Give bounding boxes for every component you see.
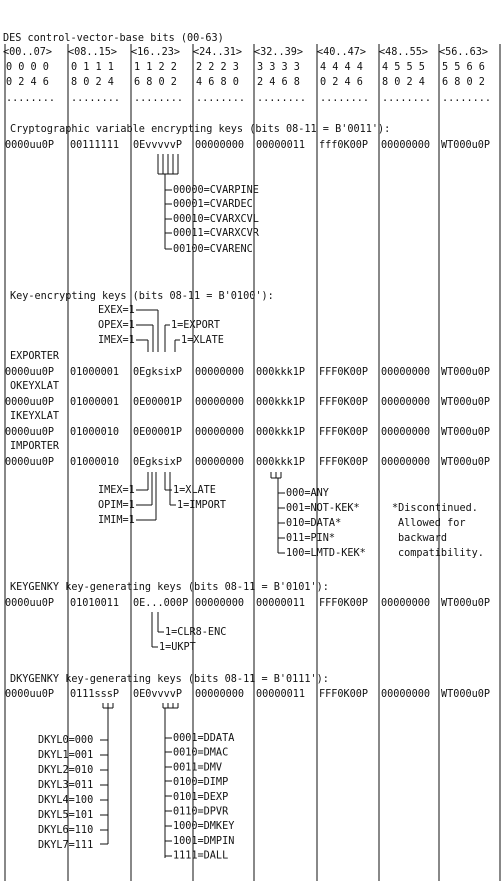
bit-dots: ........ <box>257 93 307 104</box>
bit-field: WT000u0P <box>441 689 491 700</box>
svg-text:IMEX=1: IMEX=1 <box>98 335 135 346</box>
bit-range-label: <08..15> <box>68 47 118 58</box>
bit-header <box>3 47 491 104</box>
bit-field: 0E00001P <box>133 427 183 438</box>
bit-tens-digits: 0 0 0 0 <box>6 62 49 73</box>
svg-text:010=DATA*: 010=DATA* <box>286 518 342 529</box>
bit-field: 01000001 <box>70 367 120 378</box>
bit-field: 000kkk1P <box>256 397 306 408</box>
key-type-name: IKEYXLAT <box>10 411 60 422</box>
svg-text:EXEX=1: EXEX=1 <box>98 305 135 316</box>
svg-text:backward: backward <box>398 533 448 544</box>
kek-flags-top <box>98 305 135 346</box>
bit-dots: ........ <box>320 93 370 104</box>
svg-text:00010=CVARXCVL: 00010=CVARXCVL <box>173 214 259 225</box>
bit-field: 01000001 <box>70 397 120 408</box>
svg-text:IMIM=1: IMIM=1 <box>98 515 135 526</box>
bit-field: 00000000 <box>195 598 245 609</box>
bit-field: 000kkk1P <box>256 457 306 468</box>
bit-field: 00000000 <box>381 397 431 408</box>
bit-field: FFF0K00P <box>319 689 369 700</box>
svg-text:1=CLR8-ENC: 1=CLR8-ENC <box>165 627 227 638</box>
bit-field: 00000000 <box>381 689 431 700</box>
bit-field: 01010011 <box>70 598 120 609</box>
bit-field: 00000000 <box>381 598 431 609</box>
bit-field: 00000000 <box>195 689 245 700</box>
bit-field: 0E00001P <box>133 397 183 408</box>
derivation-value: 0010=DMAC <box>173 747 229 759</box>
bit-range-label: <32..39> <box>254 47 304 58</box>
bit-field: 00111111 <box>70 140 120 151</box>
bit-field: 00000000 <box>381 367 431 378</box>
dkyl-value: DKYL5=101 <box>38 810 94 821</box>
cve-row <box>5 140 490 151</box>
bit-field: FFF0K00P <box>319 427 369 438</box>
bit-field: 0111sssP <box>70 689 120 700</box>
bit-field: 00000000 <box>195 457 245 468</box>
bit-field: 00000000 <box>195 140 245 151</box>
bit-field: 00000000 <box>195 397 245 408</box>
kek-flags-bottom <box>98 485 135 526</box>
svg-text:1=EXPORT: 1=EXPORT <box>171 320 221 331</box>
bit-field: 00000011 <box>256 598 306 609</box>
keygenky-row <box>5 598 490 609</box>
bit-units-digits: 6 8 0 2 <box>134 77 177 88</box>
bit-tens-digits: 5 5 6 6 <box>442 62 485 73</box>
svg-text:1=UKPT: 1=UKPT <box>159 642 196 653</box>
bit-range-label: <48..55> <box>379 47 429 58</box>
kek-kkk-values <box>286 488 366 559</box>
kek-heading: Key-encrypting keys (bits 08-11 = B'0100'): <box>10 291 274 302</box>
derivation-value: 1001=DMPIN <box>173 835 235 847</box>
svg-text:compatibility.: compatibility. <box>398 548 484 559</box>
keygenky-heading: KEYGENKY key-generating keys (bits 08-11 = B'0101'): <box>10 582 329 593</box>
bit-field: 0E0vvvvP <box>133 689 183 700</box>
bit-dots: ........ <box>196 93 246 104</box>
svg-text:Allowed for: Allowed for <box>398 518 466 529</box>
bit-field: 000kkk1P <box>256 367 306 378</box>
dkyl-value: DKYL3=011 <box>38 780 94 791</box>
bit-units-digits: 2 4 6 8 <box>257 77 300 88</box>
bit-field: 00000000 <box>381 457 431 468</box>
dkygenky-dkyl <box>38 735 93 851</box>
bit-units-digits: 0 2 4 6 <box>6 77 49 88</box>
bit-field: WT000u0P <box>441 427 491 438</box>
bit-tens-digits: 0 1 1 1 <box>71 62 114 73</box>
bit-range-label: <40..47> <box>317 47 367 58</box>
bit-range-label: <00..07> <box>3 47 53 58</box>
dkygenky-heading: DKYGENKY key-generating keys (bits 08-11 = B'0111'): <box>10 674 329 685</box>
bit-field: 0000uu0P <box>5 427 55 438</box>
dkygenky-values <box>173 733 234 862</box>
bit-dots: ........ <box>442 93 492 104</box>
derivation-value: 1000=DMKEY <box>173 821 235 833</box>
bit-tens-digits: 4 5 5 5 <box>382 62 425 73</box>
dkygenky-connector <box>100 703 178 858</box>
bit-field: 0000uu0P <box>5 367 55 378</box>
bit-field: FFF0K00P <box>319 598 369 609</box>
cve-heading: Cryptographic variable encrypting keys (bits 08-11 = B'0011'): <box>10 124 391 135</box>
svg-text:011=PIN*: 011=PIN* <box>286 533 336 544</box>
bit-dots: ........ <box>134 93 184 104</box>
bit-field: WT000u0P <box>441 457 491 468</box>
bit-field: FFF0K00P <box>319 457 369 468</box>
bit-field: WT000u0P <box>441 367 491 378</box>
bit-field: 000kkk1P <box>256 427 306 438</box>
bit-field: 0000uu0P <box>5 689 55 700</box>
bit-field: 0000uu0P <box>5 140 55 151</box>
svg-text:1=XLATE: 1=XLATE <box>181 335 224 346</box>
kek-types <box>5 351 490 468</box>
svg-text:OPIM=1: OPIM=1 <box>98 500 135 511</box>
bit-field: 01000010 <box>70 457 120 468</box>
bit-field: WT000u0P <box>441 397 491 408</box>
bit-field: 01000010 <box>70 427 120 438</box>
bit-units-digits: 8 0 2 4 <box>71 77 114 88</box>
bit-field: FFF0K00P <box>319 397 369 408</box>
bit-range-label: <16..23> <box>131 47 181 58</box>
kek-values-bottom <box>173 485 226 511</box>
bit-field: FFF0K00P <box>319 367 369 378</box>
dkyl-value: DKYL4=100 <box>38 795 94 806</box>
key-type-name: EXPORTER <box>10 351 60 362</box>
dkygenky-row <box>5 689 490 700</box>
key-type-name: OKEYXLAT <box>10 381 60 392</box>
svg-text:IMEX=1: IMEX=1 <box>98 485 135 496</box>
bit-range-label: <24..31> <box>193 47 243 58</box>
bit-units-digits: 6 8 0 2 <box>442 77 485 88</box>
bit-dots: ........ <box>6 93 56 104</box>
bit-tens-digits: 3 3 3 3 <box>257 62 300 73</box>
kek-connector-top <box>136 310 180 352</box>
bit-dots: ........ <box>382 93 432 104</box>
key-type-name: IMPORTER <box>10 441 60 452</box>
bit-field: 0EvvvvvP <box>133 140 183 151</box>
derivation-value: 0101=DEXP <box>173 791 229 803</box>
bit-tens-digits: 2 2 2 3 <box>196 62 239 73</box>
dkyl-value: DKYL0=000 <box>38 735 94 746</box>
bit-units-digits: 4 6 8 0 <box>196 77 239 88</box>
bit-field: 00000000 <box>381 140 431 151</box>
bit-field: fff0K00P <box>319 140 369 151</box>
svg-text:*Discontinued.: *Discontinued. <box>392 503 478 514</box>
bit-units-digits: 8 0 2 4 <box>382 77 425 88</box>
kek-discontinued-note <box>392 503 484 559</box>
derivation-value: 1111=DALL <box>173 850 229 862</box>
bit-field: WT000u0P <box>441 598 491 609</box>
bit-field: 00000000 <box>381 427 431 438</box>
bit-field: 0000uu0P <box>5 457 55 468</box>
bit-field: 0E...000P <box>133 598 189 609</box>
dkyl-value: DKYL1=001 <box>38 750 94 761</box>
kek-values-top <box>171 320 224 346</box>
svg-text:OPEX=1: OPEX=1 <box>98 320 135 331</box>
bit-field: 00000000 <box>195 427 245 438</box>
svg-text:00000=CVARPINE: 00000=CVARPINE <box>173 185 259 196</box>
dkyl-value: DKYL6=110 <box>38 825 94 836</box>
cve-values <box>173 185 260 255</box>
derivation-value: 0001=DDATA <box>173 733 235 744</box>
svg-text:1=IMPORT: 1=IMPORT <box>177 500 227 511</box>
bit-field: 00000000 <box>195 367 245 378</box>
svg-text:001=NOT-KEK*: 001=NOT-KEK* <box>286 503 360 514</box>
bit-field: 0EgksixP <box>133 367 183 378</box>
svg-text:00100=CVARENC: 00100=CVARENC <box>173 244 253 255</box>
svg-text:1=XLATE: 1=XLATE <box>173 485 216 496</box>
bit-tens-digits: 1 1 2 2 <box>134 62 177 73</box>
derivation-value: 0011=DMV <box>173 762 223 774</box>
dkyl-value: DKYL2=010 <box>38 765 94 776</box>
derivation-value: 0110=DPVR <box>173 806 229 818</box>
bit-field: 00000011 <box>256 689 306 700</box>
bit-units-digits: 0 2 4 6 <box>320 77 363 88</box>
bit-field: 0EgksixP <box>133 457 183 468</box>
dkyl-value: DKYL7=111 <box>38 840 94 851</box>
svg-text:100=LMTD-KEK*: 100=LMTD-KEK* <box>286 548 366 559</box>
bit-field: 0000uu0P <box>5 598 55 609</box>
svg-text:00011=CVARXCVR: 00011=CVARXCVR <box>173 228 259 239</box>
derivation-value: 0100=DIMP <box>173 777 229 789</box>
diagram-title: DES control-vector-base bits (00-63) <box>3 33 224 44</box>
bit-field: 0000uu0P <box>5 397 55 408</box>
bit-dots: ........ <box>71 93 121 104</box>
bit-field: WT000u0P <box>441 140 491 151</box>
svg-text:00001=CVARDEC: 00001=CVARDEC <box>173 199 253 210</box>
bit-field: 00000011 <box>256 140 306 151</box>
bit-range-label: <56..63> <box>439 47 489 58</box>
bit-tens-digits: 4 4 4 4 <box>320 62 363 73</box>
svg-text:000=ANY: 000=ANY <box>286 488 329 499</box>
